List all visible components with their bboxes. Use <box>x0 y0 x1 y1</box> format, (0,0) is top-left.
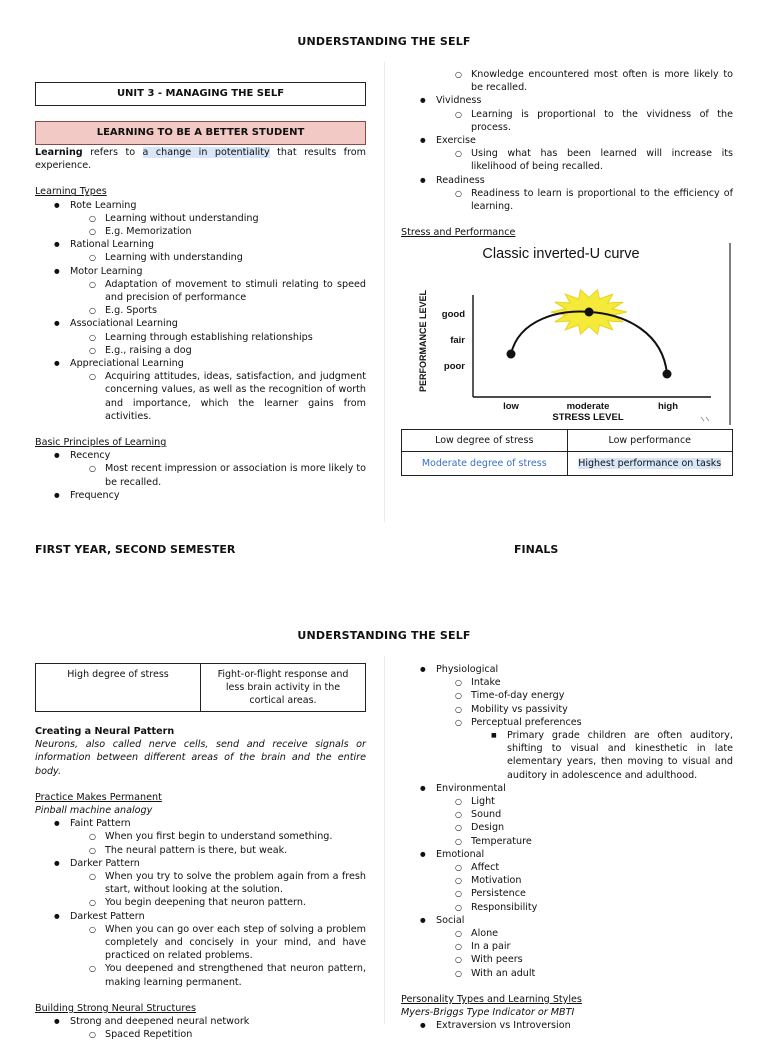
list-item: ● Frequency <box>35 489 366 502</box>
list-subitem: ○ Learning through establishing relationships <box>35 331 366 344</box>
list-item: ● Extraversion vs Introversion <box>401 1019 733 1032</box>
stress-table-2 <box>35 663 366 712</box>
table-row <box>402 452 733 476</box>
list-item: ● Darkest Pattern <box>35 910 366 923</box>
list-subitem: ○ Responsibility <box>401 901 733 914</box>
personality-heading: Personality Types and Learning Styles <box>401 993 582 1005</box>
x-tick-low: low <box>503 401 519 413</box>
point-high <box>663 370 672 379</box>
list-item: ● Rote Learning <box>35 199 366 212</box>
y-axis-label: PERFORMANCE LEVEL <box>418 290 428 393</box>
list-subitem: ○ Using what has been learned will increase its likelihood of being recalled. <box>401 147 733 173</box>
list-subitem: ○ You begin deepening that neuron pattern. <box>35 896 366 909</box>
list-subitem: ○ Sound <box>401 808 733 821</box>
table-cell <box>567 452 733 476</box>
list-subitem: ○ Learning with understanding <box>35 251 366 264</box>
list-subitem: ○ Learning without understanding <box>35 212 366 225</box>
list-item: ● Physiological <box>401 663 733 676</box>
list-subitem: ○ Learning is proportional to the vividness of the process. <box>401 108 733 134</box>
footer-semester: FIRST YEAR, SECOND SEMESTER <box>35 543 236 556</box>
list-item: ● Strong and deepened neural network <box>35 1015 366 1028</box>
list-subitem: ○ Affect <box>401 861 733 874</box>
list-subitem: ○ Mobility vs passivity <box>401 703 733 716</box>
page1-right-column <box>401 68 733 476</box>
personality-list <box>401 1019 733 1032</box>
personality-subheading: Myers-Briggs Type Indicator or MBTI <box>401 1007 575 1019</box>
learning-definition <box>35 146 366 172</box>
list-item: ● Rational Learning <box>35 238 366 251</box>
point-low <box>507 350 516 359</box>
list-subitem: ○ You deepened and strengthened that neuron pattern, making learning permanent. <box>35 962 366 988</box>
y-tick-good: good <box>441 309 465 321</box>
table-cell-highlight: Highest performance on tasks <box>578 458 722 470</box>
practice-subheading: Pinball machine analogy <box>35 805 153 817</box>
list-subitem: ○ When you first begin to understand something. <box>35 830 366 843</box>
list-subitem: ○ Adaptation of movement to stimuli relating to speed and precision of performance <box>35 278 366 304</box>
page-title: UNDERSTANDING THE SELF <box>297 35 471 48</box>
point-moderate <box>585 308 594 317</box>
table-row <box>402 430 733 452</box>
list-item: ● Vividness <box>401 94 733 107</box>
list-item: ● Exercise <box>401 134 733 147</box>
inverted-u-figure <box>401 241 733 429</box>
list-subitem: ○ Alone <box>401 927 733 940</box>
list-subitem: ○ Temperature <box>401 835 733 848</box>
principles-heading: Basic Principles of Learning <box>35 437 167 449</box>
list-subitem: ○ Design <box>401 821 733 834</box>
list-subitem: ○ Knowledge encountered most often is more likely to be recalled. <box>401 68 733 94</box>
table-cell: Fight-or-flight response and less brain activity in the cortical areas. <box>201 664 366 712</box>
list-item: ● Darker Pattern <box>35 857 366 870</box>
list-item: ● Faint Pattern <box>35 817 366 830</box>
page2-left-column <box>35 663 366 1041</box>
list-subitem: ○ Acquiring attitudes, ideas, satisfaction, and judgment concerning values, as well as the recognition of worth and importance, which the learner gains from activities. <box>35 370 366 423</box>
list-subitem: ○ Most recent impression or association is more likely to be recalled. <box>35 462 366 488</box>
definition-text-end: that results from experience. <box>35 147 366 172</box>
list-subitem: ○ Time-of-day energy <box>401 689 733 702</box>
y-tick-poor: poor <box>443 361 465 373</box>
page-title-2: UNDERSTANDING THE SELF <box>297 629 471 642</box>
list-subitem: ○ With an adult <box>401 967 733 980</box>
list-item: ● Motor Learning <box>35 265 366 278</box>
page2-right-column <box>401 663 733 1032</box>
table-cell: Low degree of stress <box>402 430 568 452</box>
principles-list <box>35 449 366 502</box>
list-subitem: ○ In a pair <box>401 940 733 953</box>
list-item: ● Associational Learning <box>35 317 366 330</box>
y-tick-fair: fair <box>450 335 465 347</box>
list-subitem: ○ Intake <box>401 676 733 689</box>
neural-heading: Creating a Neural Pattern <box>35 726 175 737</box>
footer-term: FINALS <box>514 543 559 556</box>
page1-left-column <box>35 82 366 502</box>
column-divider-2 <box>384 656 385 1024</box>
definition-highlight: a change in potentiality <box>142 147 270 158</box>
list-subitem: ○ Light <box>401 795 733 808</box>
factors-list <box>401 663 733 980</box>
table-row <box>36 664 366 712</box>
list-subitem: ○ When you try to solve the problem again from a fresh start, without looking at the solution. <box>35 870 366 896</box>
practice-heading: Practice Makes Permanent <box>35 791 162 803</box>
list-subitem: ○ E.g., raising a dog <box>35 344 366 357</box>
list-subitem: ○ The neural pattern is there, but weak. <box>35 844 366 857</box>
stress-table-1 <box>401 429 733 476</box>
table-cell: Low performance <box>567 430 733 452</box>
list-subitem: ○ When you can go over each step of solving a problem completely and concisely in your mind, and have practiced on related problems. <box>35 923 366 963</box>
list-subitem: ○ Motivation <box>401 874 733 887</box>
list-subitem: ○ Persistence <box>401 887 733 900</box>
list-subitem: ○ Spaced Repetition <box>35 1028 366 1041</box>
table-cell: Moderate degree of stress <box>402 452 568 476</box>
list-item: ● Emotional <box>401 848 733 861</box>
definition-term: Learning <box>35 147 83 158</box>
list-subitem: ○ Readiness to learn is proportional to the efficiency of learning. <box>401 187 733 213</box>
principles-list-continued <box>401 68 733 213</box>
patterns-list <box>35 817 366 989</box>
building-list <box>35 1015 366 1041</box>
learning-types-heading: Learning Types <box>35 186 107 198</box>
learning-types-list <box>35 199 366 423</box>
column-divider <box>384 62 385 522</box>
list-item: ● Recency <box>35 449 366 462</box>
x-tick-moderate: moderate <box>566 401 610 413</box>
definition-text: refers to <box>82 147 143 158</box>
table-cell: High degree of stress <box>36 664 201 712</box>
list-subsubitem: ■ Primary grade children are often auditory, shifting to visual and kinesthetic in late elementary years, then moving to visual and auditory in adolescence and adulthood. <box>401 729 733 782</box>
list-subitem: ○ E.g. Sports <box>35 304 366 317</box>
stress-heading: Stress and Performance <box>401 227 516 239</box>
list-item: ● Readiness <box>401 174 733 187</box>
list-subitem: ○ E.g. Memorization <box>35 225 366 238</box>
list-item: ● Appreciational Learning <box>35 357 366 370</box>
figure-title: Classic inverted-U curve <box>482 246 640 263</box>
list-item: ● Social <box>401 914 733 927</box>
building-heading: Building Strong Neural Structures <box>35 1002 196 1014</box>
neural-text: Neurons, also called nerve cells, send and receive signals or information between different areas of the brain and the entire body. <box>35 739 366 777</box>
x-axis-label: STRESS LEVEL <box>552 412 624 424</box>
list-item: ● Environmental <box>401 782 733 795</box>
list-subitem: ○ Perceptual preferences <box>401 716 733 729</box>
x-tick-high: high <box>657 401 679 413</box>
list-subitem: ○ With peers <box>401 953 733 966</box>
section-title: LEARNING TO BE A BETTER STUDENT <box>35 121 366 145</box>
unit-title: UNIT 3 - MANAGING THE SELF <box>35 82 366 106</box>
